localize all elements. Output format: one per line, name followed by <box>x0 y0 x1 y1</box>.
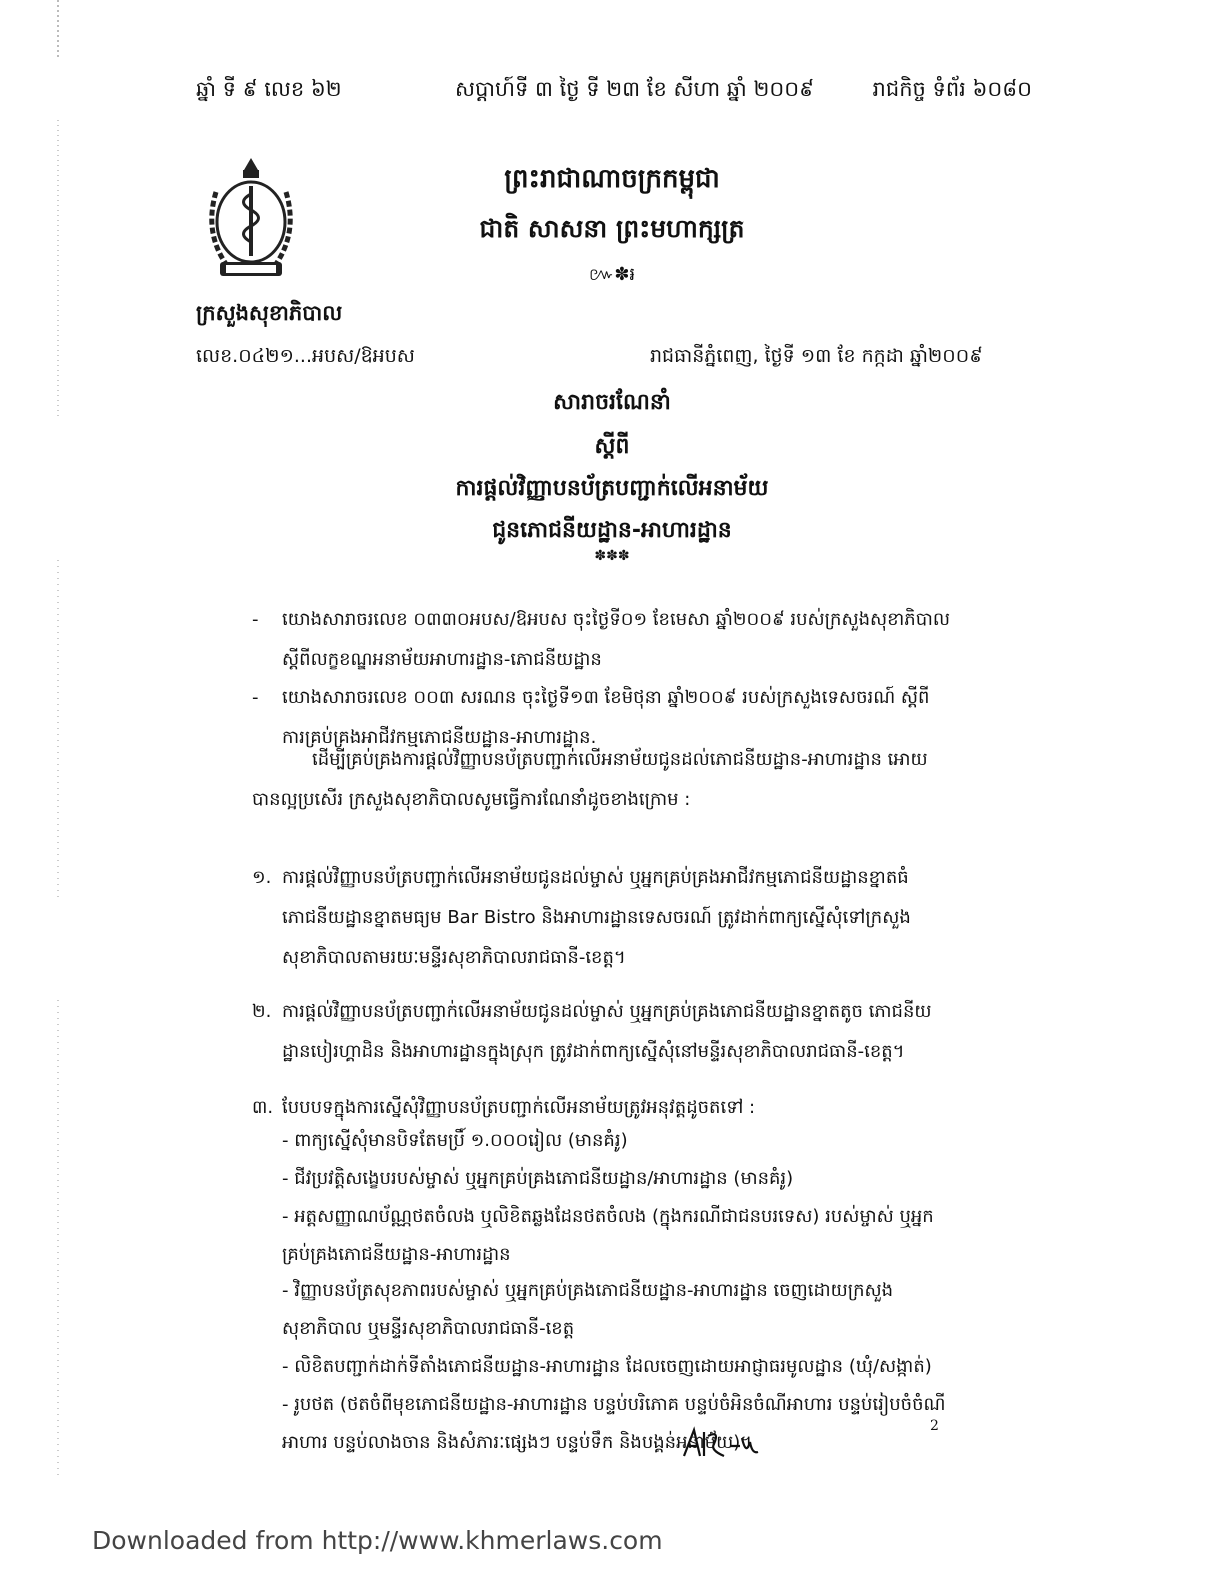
item-text: បែបបទក្នុងការស្នើសុំវិញ្ញាបនប័ត្របញ្ជាក់លើអនាម័យត្រូវអនុវត្តដូចតទៅ : <box>282 1097 756 1118</box>
requirement-item: - លិខិតបញ្ជាក់ដាក់ទីតាំងភោជនីយដ្ឋាន-អាហារដ្ឋាន ដែលចេញដោយអាជ្ញាធរមូលដ្ឋាន (ឃុំ/សង្កាត់) <box>282 1356 932 1377</box>
document-type: សារាចរណែនាំ <box>553 390 671 415</box>
place-and-date: រាជធានីភ្នំពេញ, ថ្ងៃទី ១៣ ខែ កក្កដា ឆ្នាំ២០០៩ <box>650 345 983 367</box>
item-number: ២. <box>252 1001 272 1022</box>
reference-dash: - <box>252 687 259 708</box>
numbered-item <box>252 858 952 978</box>
requirement-item: - រូបថត (ថតចំពីមុខភោជនីយដ្ឋាន-អាហារដ្ឋាន បន្ទប់បរិភោគ បន្ទប់ចំអិនចំណីអាហារ បន្ទប់រៀបចំចំណីអាហារ បន្ទប់លាងចាន និងសំភារៈផ្សេងៗ បន្ទប់ទឹក និងបង្គន់អនាម័យ)។ <box>282 1394 946 1453</box>
item-number: ៣. <box>252 1097 274 1118</box>
requirement-item: - អត្តសញ្ញាណប័ណ្ណថតចំលង ឬលិខិតឆ្លងដែនថតចំលង (ក្នុងករណីជាជនបរទេស) របស់ម្ចាស់ ឬអ្នកគ្រប់គ្រងភោជនីយដ្ឋាន-អាហារដ្ឋាន <box>282 1206 934 1265</box>
reference-dash: - <box>252 609 259 630</box>
gazette-week-date: សប្តាហ៍ទី ៣ ថ្ងៃ ទី ២៣ ខែ សីហា ឆ្នាំ ២០០៩ <box>455 77 814 101</box>
ornament-divider: ៚✽៛ <box>588 264 636 285</box>
initials-signature-icon <box>680 1426 760 1462</box>
reference-text: យោងសារាចរលេខ ០០៣ សរណន ចុះថ្ងៃទី១៣ ខែមិថុនា ឆ្នាំ២០០៩ របស់ក្រសួងទេសចរណ៍ ស្តីពីការគ្រប់គ្រងអាជីវកម្មភោជនីយដ្ឋាន-អាហារដ្ឋាន. <box>282 687 930 748</box>
national-motto: ជាតិ សាសនា ព្រះមហាក្សត្រ <box>479 214 745 243</box>
page-number: 2 <box>930 1418 939 1434</box>
reference-item <box>252 600 952 680</box>
numbered-item <box>252 992 952 1072</box>
kingdom-name: ព្រះរាជាណាចក្រកម្ពុជា <box>504 164 720 194</box>
item-text: ការផ្តល់វិញ្ញាបនប័ត្របញ្ជាក់លើអនាម័យជូនដល់ម្ចាស់ ឬអ្នកគ្រប់គ្រងអាជីវកម្មភោជនីយដ្ឋានខ្នាតធំ ភោជនីយដ្ឋានខ្នាតមធ្យម Bar Bistro និងអាហារដ្ឋានទេសចរណ៍ ត្រូវដាក់ពាក្យស្នើសុំទៅក្រសួងសុខាភិបាលតាមរយៈមន្ទីរសុខាភិបាលរាជធានី-ខេត្ត។ <box>282 867 911 968</box>
ministry-name: ក្រសួងសុខាភិបាល <box>196 301 343 325</box>
gazette-page: រាជកិច្ច ទំព័រ ៦០៨០ <box>872 77 1032 101</box>
document-subject-target: ជូនភោជនីយដ្ឋាន-អាហារដ្ឋាន <box>492 518 732 543</box>
requirement-item: - ពាក្យស្នើសុំមានបិទតែមប្រិ៍ ១.០០០រៀល (មានគំរូ) <box>282 1130 628 1151</box>
title-ornament: ✽✽✽ <box>594 548 630 564</box>
item-number: ១. <box>252 867 272 888</box>
scan-edge-marks <box>52 0 66 1584</box>
item-text: ការផ្តល់វិញ្ញាបនប័ត្របញ្ជាក់លើអនាម័យជូនដល់ម្ចាស់ ឬអ្នកគ្រប់គ្រងភោជនីយដ្ឋានខ្នាតតូច ភោជនីយដ្ឋានបៀរហ្គាដិន និងអាហារដ្ឋានក្នុងស្រុក ត្រូវដាក់ពាក្យស្នើសុំនៅមន្ទីរសុខាភិបាលរាជធានី-ខេត្ត។ <box>282 1001 932 1062</box>
requirement-item: - វិញ្ញាបនប័ត្រសុខភាពរបស់ម្ចាស់ ឬអ្នកគ្រប់គ្រងភោជនីយដ្ឋាន-អាហារដ្ឋាន ចេញដោយក្រសួងសុខាភិបាល ឬមន្ទីរសុខាភិបាលរាជធានី-ខេត្ត <box>282 1280 894 1339</box>
requirement-item: - ជីវប្រវត្តិសង្ខេបរបស់ម្ចាស់ ឬអ្នកគ្រប់គ្រងភោជនីយដ្ឋាន/អាហារដ្ឋាន (មានគំរូ) <box>282 1168 794 1189</box>
reference-text: យោងសារាចរលេខ ០៣៣០អបស/ឱអបស ចុះថ្ងៃទី០១ ខែមេសា ឆ្នាំ២០០៩ របស់ក្រសួងសុខាភិបាល ស្តីពីលក្ខខណ្ឌអនាម័យអាហារដ្ឋាន-ភោជនីយដ្ឋាន <box>282 609 951 670</box>
document-about: ស្តីពី <box>594 434 630 459</box>
intro-paragraph: ដើម្បីគ្រប់គ្រងការផ្តល់វិញ្ញាបនប័ត្របញ្ជាក់លើអនាម័យជូនដល់ភោជនីយដ្ឋាន-អាហារដ្ឋាន អោយបានល្អប្រសើរ ក្រសួងសុខាភិបាលសូមធ្វើការណែនាំដូចខាងក្រោម : <box>252 749 928 810</box>
gazette-issue: ឆ្នាំ ទី ៩ លេខ ៦២ <box>196 77 342 101</box>
reference-number: លេខ.០៤២១...អបស/ឱអបស <box>196 345 415 367</box>
document-subject: ការផ្តល់វិញ្ញាបនប័ត្របញ្ជាក់លើអនាម័យ <box>455 476 769 501</box>
download-footer: Downloaded from http://www.khmerlaws.com <box>92 1526 663 1555</box>
ministry-seal-icon <box>196 152 306 284</box>
